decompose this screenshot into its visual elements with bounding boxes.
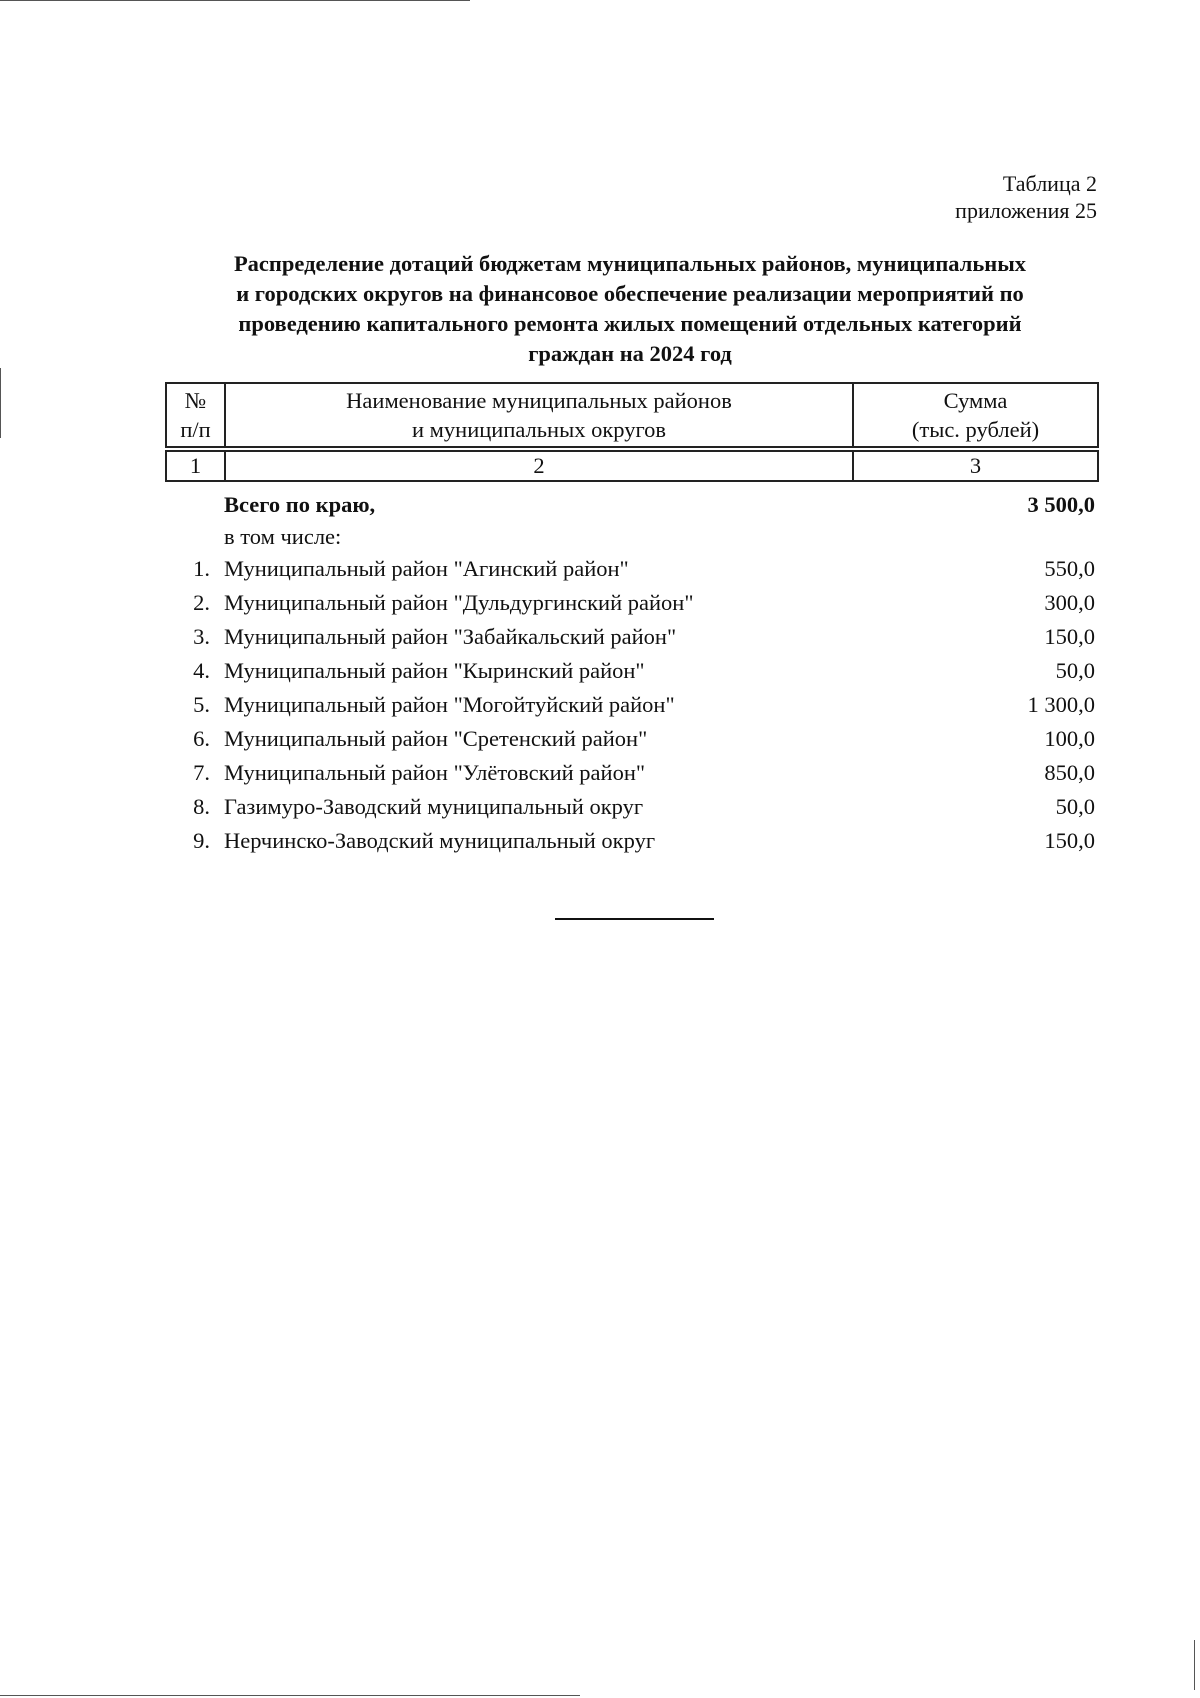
header-amount-line2: (тыс. рублей)	[911, 417, 1040, 442]
row-name: Газимуро-Заводский муниципальный округ	[224, 794, 644, 819]
header-number-line1: №	[184, 388, 207, 413]
table-row	[165, 790, 1097, 824]
row-number: 7.	[193, 760, 210, 785]
total-row	[165, 488, 1097, 522]
row-amount: 1 300,0	[1027, 692, 1095, 717]
total-amount: 3 500,0	[1027, 492, 1095, 517]
title-line-2: и городских округов на финансовое обеспечение реализации мероприятий по	[236, 281, 1024, 306]
row-name: Муниципальный район "Могойтуйский район"	[224, 692, 675, 717]
table-row	[165, 654, 1097, 688]
table-row	[165, 688, 1097, 722]
row-name: Муниципальный район "Дульдургинский район"	[224, 590, 694, 615]
row-number: 6.	[193, 726, 210, 751]
subtitle-label: в том числе:	[224, 524, 342, 549]
row-amount: 50,0	[1055, 658, 1095, 683]
column-number-row	[166, 451, 1098, 481]
title-line-3: проведению капитального ремонта жилых помещений отдельных категорий	[238, 311, 1022, 336]
title-line-1: Распределение дотаций бюджетам муниципальных районов, муниципальных	[233, 251, 1027, 276]
table-row	[165, 756, 1097, 790]
row-number: 4.	[193, 658, 210, 683]
row-number: 8.	[193, 794, 210, 819]
scan-edge-bottom	[0, 1695, 580, 1696]
table-row	[165, 824, 1097, 858]
caption-appendix: приложения 25	[955, 198, 1097, 223]
row-amount: 100,0	[1044, 726, 1095, 751]
scan-edge-top	[0, 0, 470, 1]
row-name: Нерчинско-Заводский муниципальный округ	[224, 828, 656, 853]
document-title	[160, 249, 1100, 369]
row-amount: 150,0	[1044, 828, 1095, 853]
total-label: Всего по краю,	[224, 492, 376, 517]
table-row	[165, 552, 1097, 586]
row-number: 9.	[193, 828, 210, 853]
table-row	[165, 586, 1097, 620]
header-number-line2: п/п	[180, 417, 211, 442]
header-name-line2: и муниципальных округов	[412, 417, 666, 442]
row-number: 1.	[193, 556, 210, 581]
caption-table-number: Таблица 2	[1002, 171, 1097, 196]
column-number-2: 2	[225, 451, 853, 481]
scan-edge-right	[1194, 1640, 1195, 1690]
row-name: Муниципальный район "Кыринский район"	[224, 658, 645, 683]
column-number-3: 3	[853, 451, 1098, 481]
table-row	[165, 620, 1097, 654]
header-number-cell	[166, 383, 225, 447]
row-amount: 150,0	[1044, 624, 1095, 649]
row-name: Муниципальный район "Агинский район"	[224, 556, 629, 581]
row-number: 5.	[193, 692, 210, 717]
table-header	[165, 382, 1099, 482]
header-amount-line1: Сумма	[943, 388, 1008, 413]
end-of-table-rule	[555, 918, 714, 920]
row-amount: 850,0	[1044, 760, 1095, 785]
table-caption	[955, 170, 1097, 224]
row-number: 2.	[193, 590, 210, 615]
row-amount: 50,0	[1055, 794, 1095, 819]
title-line-4: граждан на 2024 год	[528, 341, 732, 366]
header-name-line1: Наименование муниципальных районов	[346, 388, 732, 413]
table-body	[165, 488, 1097, 858]
row-number: 3.	[193, 624, 210, 649]
header-name-cell	[225, 383, 853, 447]
row-name: Муниципальный район "Улётовский район"	[224, 760, 646, 785]
row-name: Муниципальный район "Сретенский район"	[224, 726, 648, 751]
header-row	[166, 383, 1098, 447]
column-number-1: 1	[166, 451, 225, 481]
subtitle-row	[165, 522, 1097, 552]
row-amount: 300,0	[1044, 590, 1095, 615]
row-name: Муниципальный район "Забайкальский район"	[224, 624, 677, 649]
header-amount-cell	[853, 383, 1098, 447]
table-row	[165, 722, 1097, 756]
scan-edge-left	[0, 368, 1, 438]
row-amount: 550,0	[1044, 556, 1095, 581]
